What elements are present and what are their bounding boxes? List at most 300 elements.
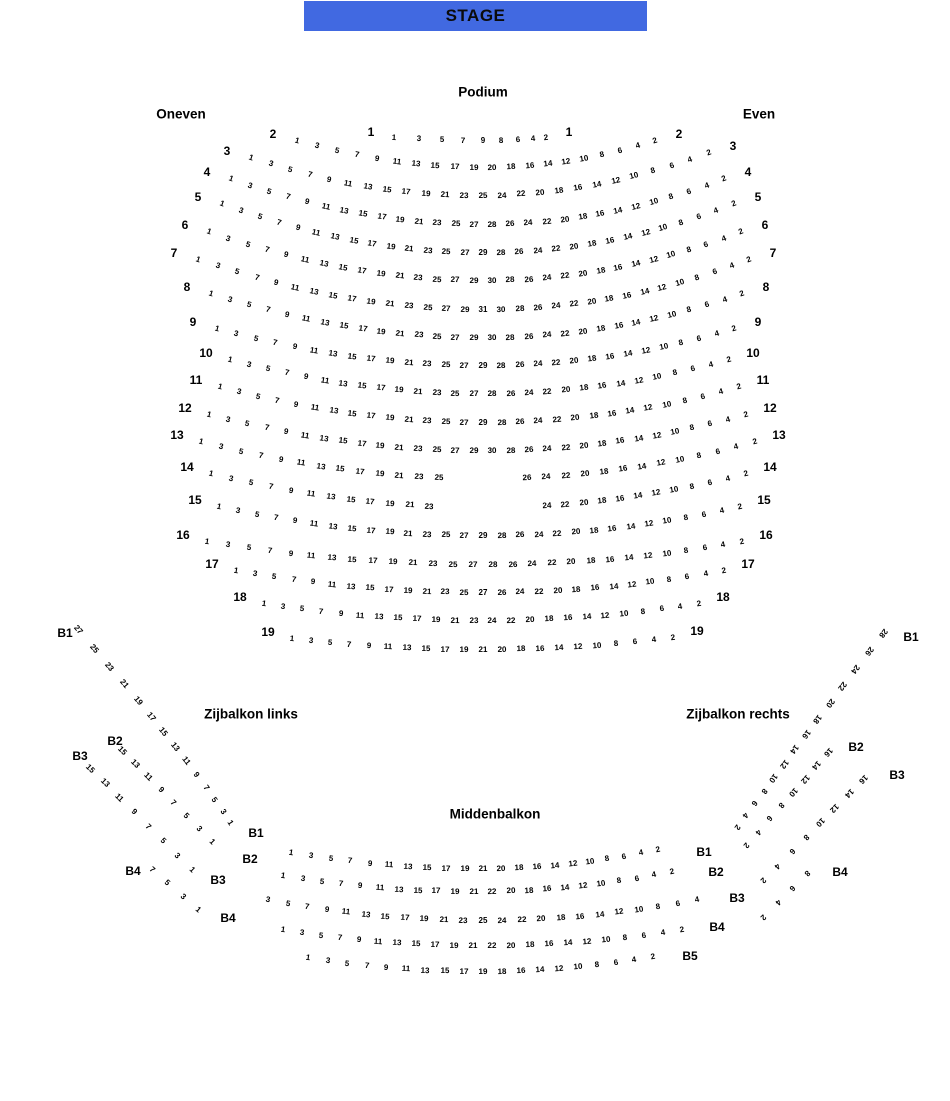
seat[interactable]: 2: [758, 912, 769, 923]
seat[interactable]: 13: [325, 491, 336, 502]
seat[interactable]: 4: [693, 894, 700, 905]
seat[interactable]: 10: [767, 771, 781, 785]
seat[interactable]: 16: [516, 965, 526, 976]
seat[interactable]: 14: [594, 909, 605, 920]
seat[interactable]: 15: [347, 554, 358, 565]
seat[interactable]: 7: [338, 879, 345, 889]
seat[interactable]: 19: [478, 966, 488, 977]
seat[interactable]: 8: [622, 932, 628, 943]
seat[interactable]: 5: [248, 477, 255, 488]
seat[interactable]: 1: [207, 288, 215, 299]
seat[interactable]: 9: [294, 222, 302, 233]
seat[interactable]: 17: [357, 265, 368, 276]
seat[interactable]: 1: [391, 132, 397, 143]
seat[interactable]: 22: [551, 357, 562, 368]
seat[interactable]: 26: [515, 530, 525, 540]
seat[interactable]: 22: [506, 615, 516, 625]
seat[interactable]: 16: [606, 408, 617, 419]
seat[interactable]: 26: [523, 274, 534, 284]
seat[interactable]: 13: [420, 965, 430, 975]
seat[interactable]: 13: [320, 317, 331, 328]
seat[interactable]: 18: [604, 293, 615, 304]
seat[interactable]: 20: [579, 440, 589, 451]
seat[interactable]: 17: [365, 525, 376, 536]
seat[interactable]: 24: [532, 245, 543, 256]
seat[interactable]: 7: [290, 574, 297, 585]
seat[interactable]: 20: [559, 214, 570, 225]
seat[interactable]: 15: [347, 408, 358, 419]
seat[interactable]: 15: [439, 966, 450, 976]
seat[interactable]: 12: [828, 801, 842, 815]
seat[interactable]: 11: [308, 345, 319, 356]
seat[interactable]: 10: [658, 341, 669, 352]
seat[interactable]: 25: [433, 472, 444, 483]
seat[interactable]: 27: [469, 388, 479, 398]
seat[interactable]: 13: [338, 377, 349, 389]
seat[interactable]: 24: [541, 330, 552, 340]
seat[interactable]: 22: [560, 499, 571, 510]
seat[interactable]: 28: [506, 445, 516, 455]
seat[interactable]: 11: [401, 964, 411, 974]
seat[interactable]: 6: [702, 239, 710, 250]
seat[interactable]: 22: [487, 886, 497, 896]
seat[interactable]: 11: [300, 254, 311, 265]
seat[interactable]: 14: [623, 348, 634, 359]
seat[interactable]: 17: [144, 710, 158, 723]
seat[interactable]: 25: [441, 246, 452, 257]
seat[interactable]: 2: [730, 323, 738, 334]
seat[interactable]: 5: [244, 418, 251, 429]
seat[interactable]: 7: [283, 368, 291, 378]
seat[interactable]: 19: [394, 384, 405, 395]
seat[interactable]: 21: [413, 386, 423, 397]
seat[interactable]: 1: [215, 501, 223, 512]
seat[interactable]: 6: [699, 391, 706, 401]
seat[interactable]: 27: [478, 588, 488, 597]
seat[interactable]: 23: [459, 190, 469, 201]
seat[interactable]: 24: [497, 915, 508, 925]
seat[interactable]: 21: [403, 414, 414, 425]
seat[interactable]: 6: [616, 145, 624, 156]
seat[interactable]: 12: [627, 579, 637, 590]
seat[interactable]: 25: [450, 388, 460, 398]
seat[interactable]: 26: [863, 645, 876, 658]
seat[interactable]: 16: [524, 160, 535, 171]
seat[interactable]: 2: [737, 226, 745, 237]
seat[interactable]: 4: [720, 539, 727, 550]
seat[interactable]: 21: [394, 270, 405, 281]
seat[interactable]: 4: [702, 568, 709, 579]
seat[interactable]: 18: [514, 862, 524, 873]
seat[interactable]: 10: [619, 608, 630, 619]
seat[interactable]: 1: [193, 904, 203, 915]
seat[interactable]: 2: [742, 409, 750, 420]
seat[interactable]: 6: [612, 957, 619, 968]
seat[interactable]: 15: [338, 262, 349, 273]
seat[interactable]: 19: [469, 162, 479, 172]
seat[interactable]: 4: [631, 954, 638, 965]
seat[interactable]: 28: [497, 530, 507, 540]
seat[interactable]: 3: [265, 894, 272, 905]
seat[interactable]: 15: [430, 160, 441, 171]
seat[interactable]: 16: [605, 351, 616, 362]
seat[interactable]: 4: [686, 154, 694, 165]
seat[interactable]: 11: [391, 156, 402, 167]
seat[interactable]: 17: [355, 466, 366, 477]
seat[interactable]: 16: [607, 523, 618, 534]
seat[interactable]: 3: [299, 873, 306, 884]
seat[interactable]: 2: [670, 632, 676, 643]
seat[interactable]: 4: [732, 441, 740, 452]
seat[interactable]: 5: [254, 509, 261, 520]
seat[interactable]: 9: [292, 515, 299, 526]
seat[interactable]: 1: [293, 135, 301, 146]
seat[interactable]: 7: [304, 901, 311, 912]
seat[interactable]: 21: [469, 887, 479, 897]
seat[interactable]: 3: [233, 328, 240, 339]
seat[interactable]: 15: [335, 463, 346, 474]
seat[interactable]: 1: [227, 173, 235, 184]
seat[interactable]: 8: [666, 574, 672, 585]
seat[interactable]: 20: [566, 557, 576, 567]
seat[interactable]: 5: [252, 333, 260, 344]
seat[interactable]: 17: [440, 644, 450, 654]
seat[interactable]: 25: [88, 641, 101, 655]
seat[interactable]: 13: [329, 231, 341, 242]
seat[interactable]: 1: [194, 254, 202, 265]
seat[interactable]: 10: [633, 904, 644, 915]
seat[interactable]: 20: [577, 326, 588, 337]
seat[interactable]: 3: [225, 233, 233, 244]
seat[interactable]: 4: [717, 386, 725, 397]
seat[interactable]: 14: [636, 460, 647, 472]
seat[interactable]: 14: [624, 552, 634, 563]
seat[interactable]: 11: [355, 610, 365, 620]
seat[interactable]: 29: [478, 361, 488, 370]
seat[interactable]: 13: [98, 776, 112, 790]
seat[interactable]: 12: [600, 610, 611, 620]
seat[interactable]: 7: [263, 244, 271, 255]
seat[interactable]: 30: [487, 332, 497, 342]
seat[interactable]: 28: [487, 219, 497, 229]
seat[interactable]: 6: [707, 418, 714, 429]
seat[interactable]: 26: [532, 302, 543, 313]
seat[interactable]: 6: [706, 477, 714, 488]
seat[interactable]: 22: [560, 470, 571, 481]
seat[interactable]: 7: [346, 639, 353, 649]
seat[interactable]: 26: [523, 331, 534, 341]
seat[interactable]: 22: [550, 243, 561, 254]
seat[interactable]: 23: [413, 330, 424, 340]
seat[interactable]: 27: [450, 332, 461, 342]
seat[interactable]: 26: [505, 219, 515, 229]
seat[interactable]: 24: [523, 218, 534, 228]
seat[interactable]: 25: [422, 302, 433, 313]
seat[interactable]: 18: [577, 211, 588, 222]
seat[interactable]: 15: [422, 862, 432, 873]
seat[interactable]: 11: [295, 457, 306, 469]
seat[interactable]: 13: [326, 552, 337, 563]
seat[interactable]: 12: [643, 550, 653, 561]
seat[interactable]: 27: [450, 275, 461, 285]
seat[interactable]: 21: [117, 677, 131, 690]
seat[interactable]: 17: [401, 186, 412, 197]
seat[interactable]: 19: [402, 585, 413, 596]
seat[interactable]: 13: [318, 433, 329, 444]
seat[interactable]: 16: [615, 435, 626, 446]
seat[interactable]: 9: [303, 196, 311, 207]
seat[interactable]: 8: [801, 832, 811, 842]
seat[interactable]: 5: [265, 186, 273, 197]
seat[interactable]: 10: [648, 196, 660, 208]
seat[interactable]: 20: [496, 863, 506, 873]
seat[interactable]: 9: [282, 426, 289, 437]
seat[interactable]: 6: [641, 930, 647, 940]
seat[interactable]: 2: [668, 866, 675, 877]
seat[interactable]: 18: [556, 912, 566, 923]
seat[interactable]: 9: [323, 904, 330, 915]
seat[interactable]: 9: [480, 136, 486, 145]
seat[interactable]: 17: [365, 496, 376, 507]
seat[interactable]: 6: [621, 851, 628, 861]
seat[interactable]: 8: [689, 481, 696, 491]
seat[interactable]: 9: [383, 962, 390, 972]
seat[interactable]: 3: [237, 205, 245, 216]
seat[interactable]: 8: [671, 368, 678, 378]
seat[interactable]: 14: [554, 642, 564, 653]
seat[interactable]: 19: [366, 296, 377, 307]
seat[interactable]: 2: [735, 381, 743, 392]
seat[interactable]: 26: [515, 417, 525, 427]
seat[interactable]: 6: [685, 186, 693, 197]
seat[interactable]: 1: [205, 409, 213, 420]
seat[interactable]: 9: [129, 807, 139, 817]
seat[interactable]: 25: [441, 417, 451, 427]
seat[interactable]: 28: [496, 360, 506, 370]
seat[interactable]: 9: [288, 485, 295, 496]
seat[interactable]: 27: [459, 360, 470, 370]
seat[interactable]: 13: [411, 158, 422, 169]
seat[interactable]: 24: [487, 615, 497, 625]
seat[interactable]: 23: [413, 272, 424, 283]
seat[interactable]: 23: [422, 416, 432, 426]
seat[interactable]: 6: [689, 363, 697, 374]
seat[interactable]: 1: [261, 598, 267, 609]
seat[interactable]: 22: [559, 328, 570, 339]
seat[interactable]: 27: [468, 559, 478, 569]
seat[interactable]: 19: [388, 557, 398, 567]
seat[interactable]: 12: [651, 429, 662, 441]
seat[interactable]: 14: [608, 581, 619, 592]
seat[interactable]: 6: [714, 446, 721, 457]
seat[interactable]: 29: [478, 418, 488, 427]
seat[interactable]: 4: [753, 827, 763, 837]
seat[interactable]: 16: [590, 582, 600, 593]
seat[interactable]: 18: [587, 353, 598, 364]
seat[interactable]: 20: [506, 886, 516, 896]
seat[interactable]: 22: [487, 940, 497, 950]
seat[interactable]: 1: [207, 836, 218, 847]
seat[interactable]: 28: [514, 303, 525, 314]
seat[interactable]: 5: [327, 637, 333, 648]
seat[interactable]: 10: [661, 548, 672, 559]
seat[interactable]: 10: [601, 934, 612, 945]
seat[interactable]: 6: [764, 814, 775, 824]
seat[interactable]: 23: [413, 443, 423, 454]
seat[interactable]: 8: [759, 786, 769, 796]
seat[interactable]: 25: [478, 916, 488, 925]
seat[interactable]: 8: [776, 800, 787, 811]
seat[interactable]: 12: [573, 641, 583, 652]
seat[interactable]: 1: [204, 536, 210, 547]
seat[interactable]: 28: [505, 275, 516, 285]
seat[interactable]: 4: [707, 359, 715, 370]
seat[interactable]: 16: [575, 911, 586, 922]
seat[interactable]: 22: [534, 586, 544, 597]
seat[interactable]: 24: [541, 272, 552, 283]
seat[interactable]: 1: [207, 468, 215, 479]
seat[interactable]: 22: [541, 216, 552, 227]
seat[interactable]: 7: [337, 932, 344, 943]
seat[interactable]: 26: [497, 587, 507, 597]
seat[interactable]: 17: [400, 912, 410, 923]
seat[interactable]: 4: [740, 811, 751, 821]
seat[interactable]: 5: [334, 145, 341, 156]
seat[interactable]: 17: [441, 863, 451, 873]
seat[interactable]: 19: [385, 498, 395, 509]
seat[interactable]: 12: [640, 344, 652, 356]
seat[interactable]: 21: [385, 298, 396, 309]
seat[interactable]: 21: [404, 500, 415, 510]
seat[interactable]: 22: [560, 442, 571, 452]
seat[interactable]: 12: [648, 254, 660, 265]
seat[interactable]: 12: [567, 858, 578, 869]
seat[interactable]: 24: [524, 387, 534, 398]
seat[interactable]: 2: [720, 565, 727, 576]
seat[interactable]: 3: [214, 260, 222, 271]
seat[interactable]: 5: [286, 164, 294, 175]
seat[interactable]: 27: [72, 623, 85, 636]
seat[interactable]: 4: [724, 414, 732, 425]
seat[interactable]: 13: [309, 286, 320, 297]
seat[interactable]: 10: [665, 249, 677, 261]
seat[interactable]: 10: [668, 484, 680, 495]
seat[interactable]: 3: [225, 539, 231, 550]
seat[interactable]: 12: [633, 374, 644, 386]
seat[interactable]: 7: [258, 450, 265, 461]
seat[interactable]: 15: [328, 290, 339, 301]
seat[interactable]: 18: [516, 644, 526, 654]
seat[interactable]: 5: [238, 446, 245, 457]
seat[interactable]: 19: [460, 863, 470, 874]
seat[interactable]: 3: [245, 359, 253, 370]
seat[interactable]: 10: [651, 371, 662, 382]
seat[interactable]: 20: [506, 940, 517, 950]
seat[interactable]: 19: [131, 694, 145, 707]
seat[interactable]: 5: [264, 363, 272, 374]
seat[interactable]: 6: [668, 160, 676, 171]
seat[interactable]: 4: [660, 927, 666, 938]
seat[interactable]: 3: [173, 850, 183, 860]
seat[interactable]: 3: [226, 294, 234, 305]
seat[interactable]: 19: [384, 526, 395, 537]
seat[interactable]: 6: [632, 637, 638, 647]
seat[interactable]: 13: [327, 348, 339, 359]
seat[interactable]: 2: [742, 468, 750, 479]
seat[interactable]: 1: [233, 565, 240, 576]
seat[interactable]: 2: [732, 822, 743, 832]
seat[interactable]: 25: [431, 444, 442, 455]
seat[interactable]: 9: [374, 153, 381, 164]
seat[interactable]: 10: [578, 153, 590, 164]
seat[interactable]: 14: [542, 158, 553, 169]
seat[interactable]: 21: [478, 863, 488, 874]
seat[interactable]: 3: [308, 850, 314, 861]
seat[interactable]: 12: [561, 156, 572, 167]
seat[interactable]: 1: [280, 870, 287, 881]
seat[interactable]: 21: [394, 442, 404, 452]
seat[interactable]: 6: [515, 135, 521, 145]
seat[interactable]: 14: [632, 490, 644, 501]
seat[interactable]: 23: [458, 915, 469, 925]
seat[interactable]: 20: [525, 615, 535, 625]
seat[interactable]: 3: [324, 955, 331, 966]
seat[interactable]: 25: [478, 190, 488, 201]
seat[interactable]: 7: [318, 606, 325, 616]
seat[interactable]: 15: [84, 762, 97, 775]
seat[interactable]: 21: [478, 644, 488, 655]
seat[interactable]: 6: [701, 543, 708, 553]
seat[interactable]: 27: [469, 219, 479, 229]
seat[interactable]: 16: [822, 746, 835, 759]
seat[interactable]: 26: [515, 360, 525, 370]
seat[interactable]: 8: [598, 149, 606, 160]
seat[interactable]: 27: [459, 530, 469, 540]
seat[interactable]: 11: [290, 281, 301, 293]
seat[interactable]: 18: [598, 466, 609, 477]
seat[interactable]: 13: [373, 611, 384, 622]
seat[interactable]: 20: [570, 526, 581, 537]
seat[interactable]: 4: [718, 505, 725, 516]
seat[interactable]: 1: [213, 323, 221, 334]
seat[interactable]: 5: [244, 239, 252, 250]
seat[interactable]: 24: [542, 443, 553, 454]
seat[interactable]: 14: [842, 787, 856, 801]
seat[interactable]: 13: [392, 937, 403, 948]
seat[interactable]: 14: [535, 964, 545, 975]
seat[interactable]: 11: [341, 906, 352, 917]
seat[interactable]: 8: [802, 868, 813, 879]
seat[interactable]: 21: [404, 243, 415, 254]
seat[interactable]: 3: [225, 414, 232, 425]
seat[interactable]: 9: [278, 454, 285, 465]
seat[interactable]: 11: [384, 860, 394, 870]
seat[interactable]: 4: [772, 861, 783, 871]
seat[interactable]: 28: [877, 627, 890, 640]
seat[interactable]: 17: [449, 162, 460, 172]
seat[interactable]: 12: [639, 226, 651, 238]
seat[interactable]: 9: [337, 608, 344, 618]
seat[interactable]: 9: [156, 784, 166, 795]
seat[interactable]: 18: [588, 410, 599, 421]
seat[interactable]: 14: [622, 231, 633, 242]
seat[interactable]: 16: [799, 728, 813, 742]
seat[interactable]: 12: [777, 757, 791, 771]
seat[interactable]: 23: [414, 471, 424, 482]
seat[interactable]: 8: [689, 422, 696, 433]
seat[interactable]: 15: [392, 613, 403, 623]
seat[interactable]: 11: [113, 791, 126, 804]
